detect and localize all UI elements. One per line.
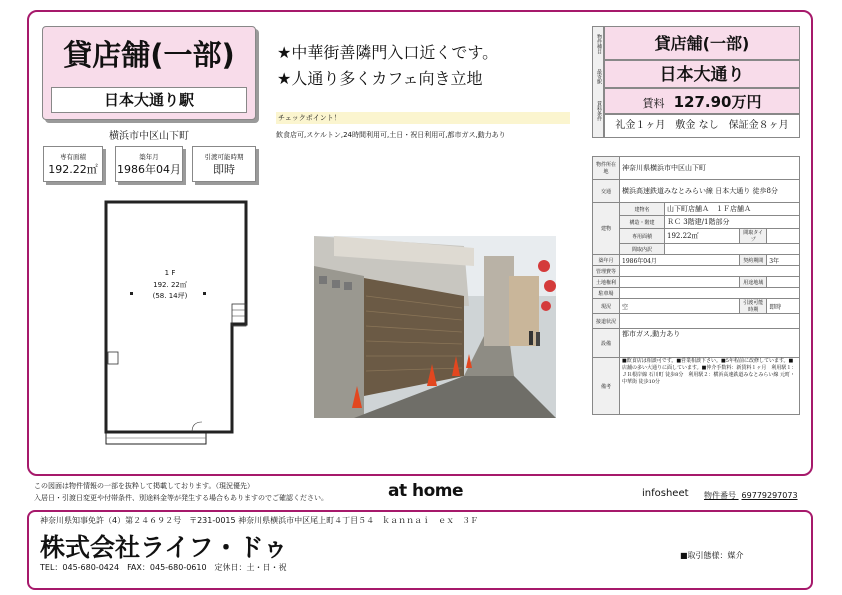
spec-built-value: 1986年04月: [117, 163, 181, 176]
building-name-label: 建物名: [620, 203, 665, 216]
property-number-value: 69779297073: [741, 491, 798, 500]
equipment-label: 設備: [593, 329, 620, 358]
status-value: 空: [620, 299, 740, 314]
title-panel: [42, 26, 256, 120]
address-value: 神奈川県横浜市中区山下町: [620, 157, 800, 180]
structure-value: ＲＣ 3階建/1階部分: [665, 216, 800, 229]
contract-label: 契約期間: [740, 255, 767, 266]
spec-area: [43, 146, 103, 182]
building-name-value: 山下町店舗Ａ １Ｆ店舗Ａ: [665, 203, 800, 216]
infosheet-label: infosheet: [642, 488, 689, 499]
company-contact: TEL：045-680-0424 FAX：045-680-0610 定休日：土・日・祝: [40, 563, 287, 572]
floor-plan: [100, 196, 250, 448]
spec-built-label: 築年月: [139, 153, 159, 161]
company-license: 神奈川県知事免許（4）第２４６９２号 〒231-0015 神奈川県横浜市中区尾上町４丁目５４ ｋａｎｎａｉ ｅｘ ３Ｆ: [40, 516, 479, 525]
notice-line-2: 入居日・引渡日変更や付帯条件、別途料金等が発生する場合もありますのでご確認ください。: [34, 494, 328, 502]
structure-label: 構造・階建: [620, 216, 665, 229]
company-name: 株式会社ライフ・ドゥ: [40, 533, 288, 562]
remarks-label: 備考: [593, 358, 620, 415]
room-value: [665, 244, 800, 255]
notice-line-1: この図面は物件情報の一部を抜粋して掲載しております。（現況優先）: [34, 482, 254, 490]
parking-label: 駐車場: [593, 288, 620, 299]
summary-label-rent: 賃料条件: [596, 101, 602, 121]
facility-status-value: [620, 314, 800, 329]
status-label: 現況: [593, 299, 620, 314]
handover-value: 即時: [767, 299, 800, 314]
floor-tsubo: (58. 14坪): [152, 292, 188, 300]
rent-value: 127.90万円: [673, 93, 762, 111]
area-value: 192.22㎡: [665, 229, 740, 244]
summary-rent: [604, 88, 800, 114]
area-label: 専用面積: [620, 229, 665, 244]
deposit-line: 礼金１ヶ月 敷金 なし 保証金８ヶ月: [604, 114, 800, 138]
checkpoint-title: チェックポイント！: [278, 114, 341, 122]
summary-label-station: 最寄駅: [596, 68, 602, 84]
floor-label: 1 F: [164, 269, 176, 277]
equipment-value: 都市ガス,動力あり: [620, 329, 800, 358]
transaction-type: ■取引態様：媒介: [680, 551, 744, 560]
property-number: [704, 490, 798, 501]
spec-handover: [192, 146, 256, 182]
transport-value: 横浜高速鉄道みなとみらい線 日本大通り 徒歩8分: [620, 180, 800, 203]
spec-area-label: 専有面積: [60, 153, 86, 161]
summary-station: 日本大通り: [604, 60, 800, 88]
building-label: 建物: [593, 203, 620, 255]
highlight-2: ★人通り多くカフェ向き立地: [277, 69, 483, 88]
location-text: 横浜市中区山下町: [109, 131, 189, 142]
built-value: 1986年04月: [620, 255, 740, 266]
floor-area: 192. 22㎡: [153, 281, 187, 289]
handover-label: 引渡可能時期: [740, 299, 767, 314]
station-name: 日本大通り駅: [51, 87, 247, 113]
storefront-photo: [314, 236, 556, 418]
summary-label-type: 物件種目: [596, 34, 602, 54]
parking-value: [620, 288, 800, 299]
built-label: 築年月: [593, 255, 620, 266]
contract-value: 3年: [767, 255, 800, 266]
zoning-value: [767, 277, 800, 288]
mgmt-label: 管理費等: [593, 266, 620, 277]
spec-handover-label: 引渡可能時期: [204, 153, 244, 161]
zoning-label: 用途地域: [740, 277, 767, 288]
remarks-value: ■飲食店は相談可です。■営業相談下さい。■5年程前に改修しています。■店舗の多い大通りに面しています。■仲介手数料：新賃料１ヶ月 利用駅１：ＪＲ根岸線 石川町 徒歩8分 利用駅２：横浜高速鉄道みなとみらい線 元町・中華街 徒歩10分: [620, 358, 800, 415]
madori-value: [767, 229, 800, 244]
transport-label: 交通: [593, 180, 620, 203]
checkpoint-text: 飲食店可,スケルトン,24時間利用可,土日・祝日利用可,都市ガス,動力あり: [276, 131, 506, 139]
spec-built: [115, 146, 183, 182]
mgmt-value: [620, 266, 800, 277]
facility-status-label: 接道状況: [593, 314, 620, 329]
summary-type: 貸店舗(一部): [604, 26, 800, 60]
land-label: 土地権利: [593, 277, 620, 288]
spec-area-value: 192.22㎡: [48, 163, 98, 176]
land-value: [620, 277, 740, 288]
madori-label: 間取タイプ: [740, 229, 767, 244]
address-label: 物件所在地: [593, 157, 620, 180]
highlight-1: ★中華街善隣門入口近くです。: [277, 43, 499, 62]
athome-logo: at home: [388, 481, 464, 501]
rent-label: 賃料: [642, 97, 665, 110]
spec-handover-value: 即時: [213, 163, 235, 176]
property-type: 貸店舗(一部): [63, 38, 235, 72]
property-number-label: 物件番号: [704, 491, 736, 500]
property-info-table: [592, 156, 800, 415]
room-label: 間取内訳: [620, 244, 665, 255]
